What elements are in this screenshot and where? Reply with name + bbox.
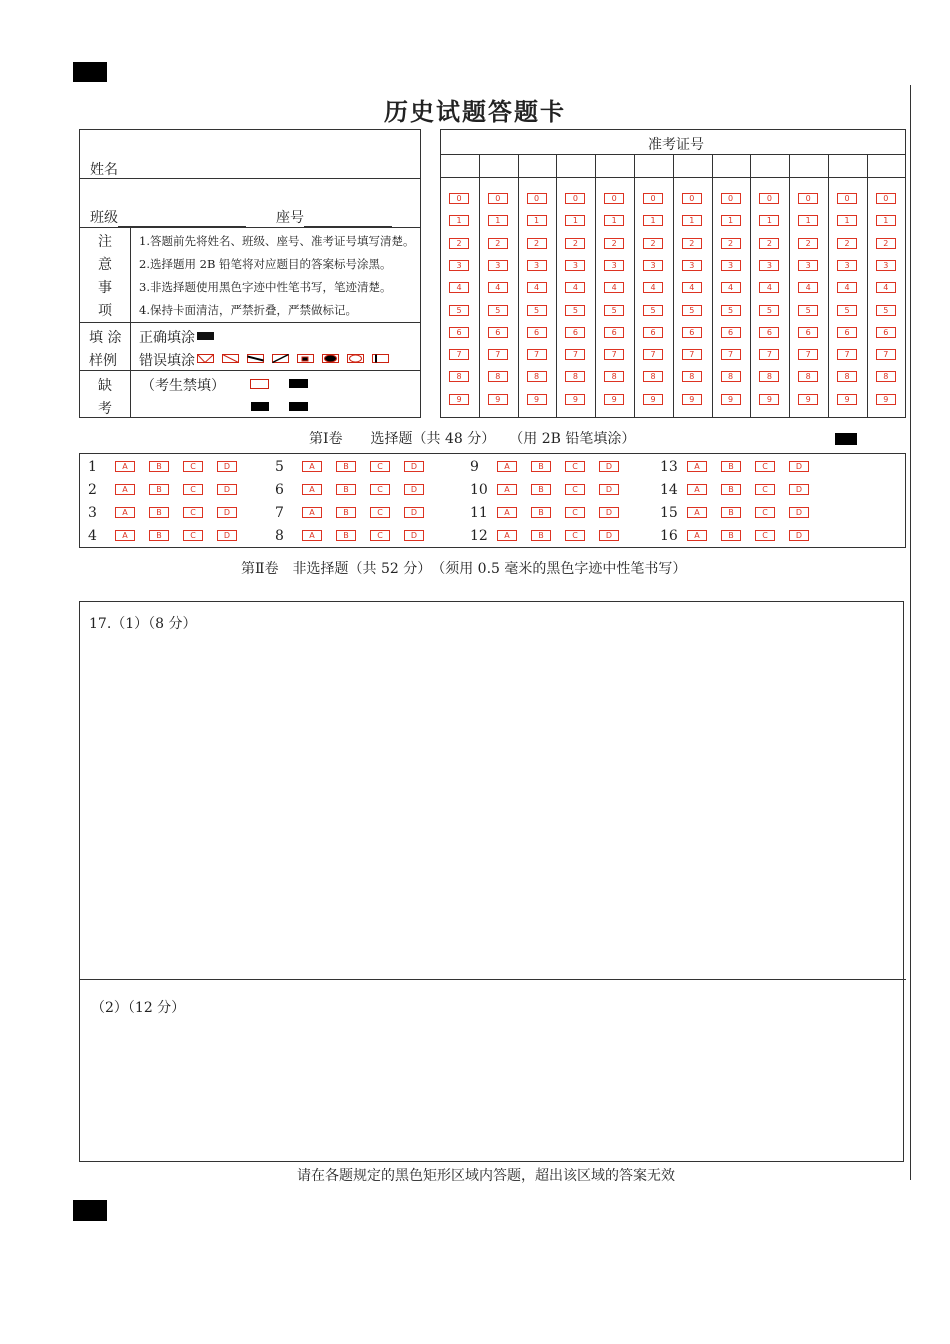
option-bubble-a[interactable]: A [497,461,517,472]
id-digit-bubble[interactable]: 6 [643,327,663,338]
id-digit-bubble[interactable]: 3 [527,260,547,271]
option-bubble-d[interactable]: D [789,484,809,495]
option-bubble-b[interactable]: B [336,507,356,518]
q17-part1-area[interactable] [80,635,902,978]
option-bubble-c[interactable]: C [755,530,775,541]
id-digit-bubble[interactable]: 2 [488,238,508,249]
option-bubble-a[interactable]: A [302,484,322,495]
option-bubble-d[interactable]: D [789,507,809,518]
id-digit-bubble[interactable]: 8 [488,371,508,382]
id-digit-bubble[interactable]: 8 [837,371,857,382]
question-number: 12 [470,528,488,544]
id-digit-bubble[interactable]: 4 [488,282,508,293]
notes-heading-3: 事 [98,280,112,296]
option-bubble-b[interactable]: B [531,530,551,541]
option-bubble-d[interactable]: D [404,530,424,541]
id-digit-bubble[interactable]: 5 [488,305,508,316]
id-digit-bubble[interactable]: 9 [643,394,663,405]
fill-heading-1: 填 涂 [89,330,122,346]
id-digit-bubble[interactable]: 0 [837,193,857,204]
option-bubble-c[interactable]: C [183,461,203,472]
option-bubble-a[interactable]: A [115,507,135,518]
option-bubble-d[interactable]: D [217,530,237,541]
q17-part2-label: （2）（12 分） [91,1000,186,1016]
id-digit-bubble[interactable]: 1 [759,215,779,226]
option-bubble-b[interactable]: B [336,484,356,495]
option-bubble-b[interactable]: B [531,484,551,495]
id-digit-bubble[interactable]: 8 [449,371,469,382]
id-digit-bubble[interactable]: 5 [449,305,469,316]
id-digit-bubble[interactable]: 7 [565,349,585,360]
id-digit-bubble[interactable]: 6 [876,327,896,338]
fill-wrong-label: 错误填涂 [139,353,195,369]
option-bubble-c[interactable]: C [565,530,585,541]
id-column-divider [518,154,519,418]
id-digit-bubble[interactable]: 9 [837,394,857,405]
option-bubble-c[interactable]: C [565,484,585,495]
option-bubble-b[interactable]: B [336,461,356,472]
id-digit-bubble[interactable]: 0 [798,193,818,204]
option-bubble-b[interactable]: B [149,530,169,541]
fill-correct-sample [197,332,214,340]
id-digit-bubble[interactable]: 0 [604,193,624,204]
id-digit-bubble[interactable]: 3 [604,260,624,271]
id-digit-bubble[interactable]: 3 [682,260,702,271]
id-digit-bubble[interactable]: 3 [759,260,779,271]
id-digit-bubble[interactable]: 4 [837,282,857,293]
option-bubble-a[interactable]: A [302,507,322,518]
id-column-divider [712,154,713,418]
option-bubble-b[interactable]: B [336,530,356,541]
question-number: 13 [660,459,678,475]
id-digit-bubble[interactable]: 1 [604,215,624,226]
id-digit-bubble[interactable]: 8 [721,371,741,382]
id-digit-bubble[interactable]: 3 [643,260,663,271]
id-digit-bubble[interactable]: 1 [565,215,585,226]
notes-heading-4: 项 [98,303,112,319]
question-number: 15 [660,505,678,521]
id-digit-bubble[interactable]: 0 [449,193,469,204]
option-bubble-c[interactable]: C [183,484,203,495]
option-bubble-a[interactable]: A [115,530,135,541]
id-digit-bubble[interactable]: 3 [449,260,469,271]
id-digit-bubble[interactable]: 3 [876,260,896,271]
id-digit-bubble[interactable]: 7 [798,349,818,360]
id-digit-bubble[interactable]: 3 [488,260,508,271]
id-digit-bubble[interactable]: 1 [837,215,857,226]
id-digit-bubble[interactable]: 0 [565,193,585,204]
question-number: 1 [88,459,97,475]
option-bubble-b[interactable]: B [531,507,551,518]
id-digit-bubble[interactable]: 7 [488,349,508,360]
option-bubble-b[interactable]: B [721,484,741,495]
notes-heading-1: 注 [98,234,112,250]
id-digit-bubble[interactable]: 7 [837,349,857,360]
question-number: 11 [470,505,488,521]
id-digit-bubble[interactable]: 1 [721,215,741,226]
q17-part2-area[interactable] [80,1020,902,1160]
id-column-divider [789,154,790,418]
option-bubble-c[interactable]: C [755,484,775,495]
registration-mark-bottom [73,1200,107,1221]
id-digit-bubble[interactable]: 5 [798,305,818,316]
id-digit-bubble[interactable]: 6 [759,327,779,338]
absent-sample-empty [250,379,269,389]
option-bubble-d[interactable]: D [789,461,809,472]
section1-label: 第Ⅰ卷 选择题（共 48 分） （用 2B 铅笔填涂） [309,431,636,447]
option-bubble-d[interactable]: D [599,530,619,541]
id-digit-bubble[interactable]: 5 [565,305,585,316]
id-digit-bubble[interactable]: 4 [604,282,624,293]
class-field[interactable] [90,207,246,227]
right-margin-rule [910,85,911,1180]
id-digit-bubble[interactable]: 6 [798,327,818,338]
id-digit-bubble[interactable]: 1 [449,215,469,226]
note-1: 1.答题前先将姓名、班级、座号、准考证号填写清楚。 [139,234,415,248]
footer-note: 请在各题规定的黑色矩形区域内答题，超出该区域的答案无效 [297,1168,675,1184]
option-bubble-b[interactable]: B [149,461,169,472]
id-digit-bubble[interactable]: 5 [643,305,663,316]
absent-mark[interactable] [251,402,269,411]
option-bubble-a[interactable]: A [497,507,517,518]
id-digit-bubble[interactable]: 7 [643,349,663,360]
id-digit-bubble[interactable]: 4 [449,282,469,293]
question-number: 6 [275,482,284,498]
id-digit-bubble[interactable]: 5 [837,305,857,316]
id-digit-bubble[interactable]: 4 [565,282,585,293]
id-column-divider [828,154,829,418]
id-digit-bubble[interactable]: 8 [759,371,779,382]
id-column-divider [867,154,868,418]
option-bubble-b[interactable]: B [149,484,169,495]
absent-mark [289,402,308,411]
absent-note: （考生禁填） [141,378,225,394]
id-digit-bubble[interactable]: 1 [488,215,508,226]
id-digit-bubble[interactable]: 0 [488,193,508,204]
option-bubble-c[interactable]: C [183,507,203,518]
seat-field[interactable] [276,207,392,227]
absent-heading-2: 考 [98,401,112,417]
option-bubble-d[interactable]: D [599,507,619,518]
option-bubble-d[interactable]: D [404,507,424,518]
id-digit-bubble[interactable]: 7 [721,349,741,360]
id-digit-bubble[interactable]: 6 [565,327,585,338]
id-digit-bubble[interactable]: 9 [527,394,547,405]
option-bubble-b[interactable]: B [149,507,169,518]
question-number: 2 [88,482,97,498]
option-bubble-d[interactable]: D [789,530,809,541]
option-bubble-d[interactable]: D [404,484,424,495]
id-digit-bubble[interactable]: 1 [643,215,663,226]
id-digit-bubble[interactable]: 3 [798,260,818,271]
name-field[interactable] [90,159,298,179]
id-digit-bubble[interactable]: 6 [682,327,702,338]
id-digit-bubble[interactable]: 5 [721,305,741,316]
option-bubble-c[interactable]: C [370,530,390,541]
id-digit-bubble[interactable]: 7 [604,349,624,360]
id-digit-bubble[interactable]: 2 [837,238,857,249]
id-digit-bubble[interactable]: 2 [604,238,624,249]
option-bubble-d[interactable]: D [217,507,237,518]
notes-heading-2: 意 [98,257,112,273]
id-digit-bubble[interactable]: 9 [565,394,585,405]
id-digit-bubble[interactable]: 2 [643,238,663,249]
option-bubble-b[interactable]: B [721,507,741,518]
id-digit-bubble[interactable]: 5 [682,305,702,316]
name-label: 姓名 [90,162,118,178]
divider [130,227,131,418]
id-column-divider [673,154,674,418]
id-digit-bubble[interactable]: 2 [527,238,547,249]
id-digit-bubble[interactable]: 6 [488,327,508,338]
id-digit-bubble[interactable]: 1 [682,215,702,226]
id-column-divider [556,154,557,418]
id-digit-bubble[interactable]: 4 [876,282,896,293]
id-digit-bubble[interactable]: 2 [876,238,896,249]
id-digit-bubble[interactable]: 6 [527,327,547,338]
id-digit-bubble[interactable]: 4 [798,282,818,293]
id-digit-bubble[interactable]: 8 [565,371,585,382]
id-digit-bubble[interactable]: 1 [876,215,896,226]
id-digit-bubble[interactable]: 8 [682,371,702,382]
option-bubble-c[interactable]: C [755,507,775,518]
option-bubble-d[interactable]: D [217,461,237,472]
id-digit-bubble[interactable]: 2 [449,238,469,249]
question-number: 14 [660,482,678,498]
fill-wrong-samples [197,353,389,365]
question-number: 8 [275,528,284,544]
id-digit-bubble[interactable]: 7 [759,349,779,360]
id-digit-bubble[interactable]: 9 [759,394,779,405]
option-bubble-a[interactable]: A [497,484,517,495]
option-bubble-c[interactable]: C [370,484,390,495]
question-number: 7 [275,505,284,521]
id-digit-bubble[interactable]: 7 [682,349,702,360]
id-digit-bubble[interactable]: 8 [798,371,818,382]
option-bubble-a[interactable]: A [687,507,707,518]
question-number: 9 [470,459,479,475]
option-bubble-a[interactable]: A [497,530,517,541]
id-digit-bubble[interactable]: 5 [604,305,624,316]
id-digit-bubble[interactable]: 0 [682,193,702,204]
id-digit-bubble[interactable]: 9 [488,394,508,405]
absent-sample-filled [289,379,308,388]
id-column-divider [479,154,480,418]
id-column-divider [595,154,596,418]
question-number: 3 [88,505,97,521]
option-bubble-a[interactable]: A [687,530,707,541]
id-column-divider [634,154,635,418]
id-digit-bubble[interactable]: 3 [837,260,857,271]
id-digit-bubble[interactable]: 8 [876,371,896,382]
option-bubble-a[interactable]: A [302,461,322,472]
page-title: 历史试题答题卡 [384,97,566,126]
option-bubble-d[interactable]: D [404,461,424,472]
id-digit-bubble[interactable]: 4 [759,282,779,293]
id-digit-bubble[interactable]: 3 [565,260,585,271]
id-digit-bubble[interactable]: 9 [682,394,702,405]
id-digit-bubble[interactable]: 8 [643,371,663,382]
id-digit-bubble[interactable]: 9 [449,394,469,405]
id-digit-bubble[interactable]: 5 [527,305,547,316]
id-column-divider [750,154,751,418]
id-digit-bubble[interactable]: 9 [604,394,624,405]
option-bubble-a[interactable]: A [687,461,707,472]
id-digit-bubble[interactable]: 8 [604,371,624,382]
id-digit-bubble[interactable]: 4 [643,282,663,293]
id-digit-bubble[interactable]: 7 [449,349,469,360]
fill-heading-2: 样例 [89,353,117,369]
id-digit-bubble[interactable]: 2 [798,238,818,249]
option-bubble-a[interactable]: A [687,484,707,495]
id-digit-bubble[interactable]: 6 [721,327,741,338]
exam-id-label: 准考证号 [648,137,704,153]
option-bubble-d[interactable]: D [599,484,619,495]
id-digit-bubble[interactable]: 2 [682,238,702,249]
option-bubble-c[interactable]: C [183,530,203,541]
id-digit-bubble[interactable]: 2 [759,238,779,249]
id-digit-bubble[interactable]: 9 [876,394,896,405]
note-2: 2.选择题用 2B 铅笔将对应题目的答案标号涂黑。 [139,257,392,271]
id-digit-bubble[interactable]: 8 [527,371,547,382]
id-digit-bubble[interactable]: 6 [449,327,469,338]
option-bubble-a[interactable]: A [302,530,322,541]
question-number: 10 [470,482,488,498]
id-digit-bubble[interactable]: 3 [721,260,741,271]
note-3: 3.非选择题使用黑色字迹中性笔书写，笔迹清楚。 [139,280,392,294]
id-digit-bubble[interactable]: 2 [721,238,741,249]
id-digit-bubble[interactable]: 7 [876,349,896,360]
id-digit-bubble[interactable]: 4 [527,282,547,293]
option-bubble-d[interactable]: D [599,461,619,472]
id-digit-bubble[interactable]: 6 [837,327,857,338]
registration-mark-section1 [835,433,857,445]
divider [79,979,906,980]
option-bubble-b[interactable]: B [721,530,741,541]
fill-correct-label: 正确填涂 [139,330,195,346]
id-digit-bubble[interactable]: 0 [876,193,896,204]
option-bubble-c[interactable]: C [370,461,390,472]
question-number: 4 [88,528,97,544]
id-digit-bubble[interactable]: 9 [798,394,818,405]
option-bubble-c[interactable]: C [565,507,585,518]
note-4: 4.保持卡面清洁，严禁折叠，严禁做标记。 [139,303,357,317]
id-digit-bubble[interactable]: 1 [798,215,818,226]
q17-part1-label: 17.（1）（8 分） [89,616,197,632]
id-digit-bubble[interactable]: 0 [527,193,547,204]
id-digit-bubble[interactable]: 1 [527,215,547,226]
question-number: 16 [660,528,678,544]
section2-label: 第Ⅱ卷 非选择题（共 52 分） （须用 0.5 毫米的黑色字迹中性笔书写） [241,561,687,577]
id-digit-bubble[interactable]: 5 [876,305,896,316]
option-bubble-b[interactable]: B [721,461,741,472]
option-bubble-c[interactable]: C [565,461,585,472]
id-digit-bubble[interactable]: 7 [527,349,547,360]
id-digit-bubble[interactable]: 4 [682,282,702,293]
id-digit-bubble[interactable]: 9 [721,394,741,405]
option-bubble-d[interactable]: D [217,484,237,495]
id-digit-bubble[interactable]: 5 [759,305,779,316]
seat-label: 座号 [276,210,304,226]
id-digit-bubble[interactable]: 6 [604,327,624,338]
id-digit-bubble[interactable]: 0 [643,193,663,204]
option-bubble-a[interactable]: A [115,484,135,495]
option-bubble-b[interactable]: B [531,461,551,472]
option-bubble-c[interactable]: C [370,507,390,518]
id-digit-bubble[interactable]: 2 [565,238,585,249]
registration-mark-top [73,62,107,82]
option-bubble-c[interactable]: C [755,461,775,472]
option-bubble-a[interactable]: A [115,461,135,472]
question-number: 5 [275,459,284,475]
id-digit-bubble[interactable]: 0 [721,193,741,204]
absent-heading-1: 缺 [98,378,112,394]
id-digit-bubble[interactable]: 4 [721,282,741,293]
id-digit-bubble[interactable]: 0 [759,193,779,204]
class-label: 班级 [90,210,118,226]
